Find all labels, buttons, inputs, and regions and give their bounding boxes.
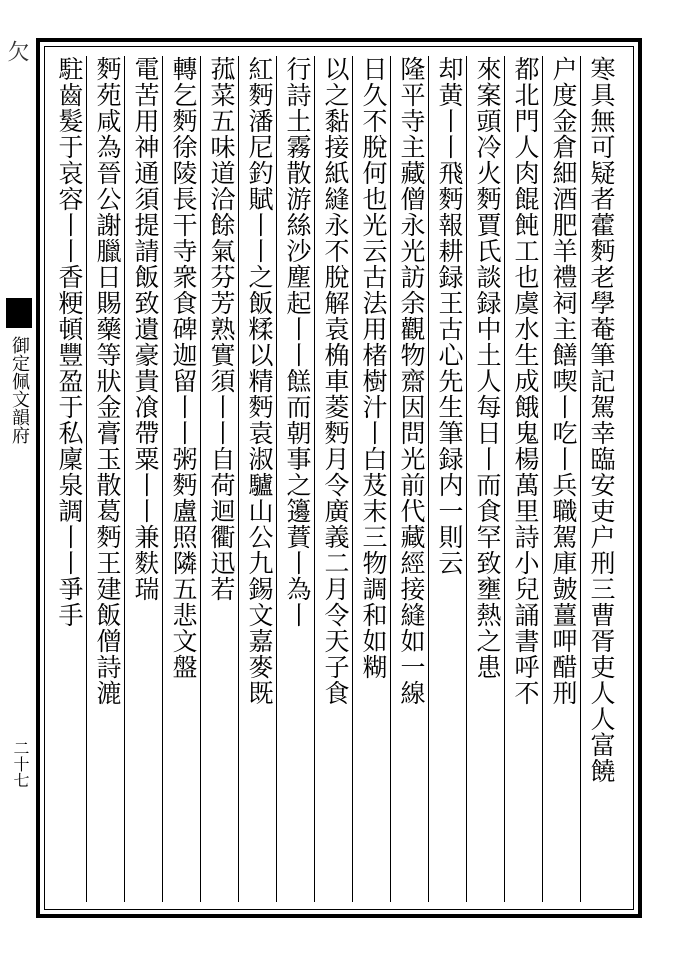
text-column-9: 行詩土霧散游絲沙塵起丨丨餻而朝事之籩蕡丨為丨 [283, 56, 312, 628]
text-column-14: 麪苑咸為晉公謝臘日賜藥等狀金膏玉散葛麪王建飯僧詩漉 [93, 56, 122, 706]
text-column-5: 却黄丨丨飛麪報耕録王古心先生筆録内一則云 [435, 56, 464, 576]
text-column-8: 以之黏接紙縫永不脫解袁桷車菱麪月令廣義二月令天子食 [321, 56, 350, 706]
text-column-10: 紅麪潘尼釣賦丨丨之飯糅以精麪袁淑驢山公九錫文嘉麥既 [245, 56, 274, 706]
text-column-1: 寒具無可疑者藿麪老學菴筆記駕幸臨安吏户刑三曹胥吏人人富饒 [587, 56, 616, 784]
text-column-7: 日久不脫何也光云古法用楮樹汁丨白芨末三物調和如糊 [359, 56, 388, 680]
page-number: 二十七 [11, 740, 30, 788]
text-column-3: 都北門人肉餛飩工也虞水生成餓鬼楊萬里詩小兒誦書呼不 [511, 56, 540, 706]
page-margin [0, 40, 36, 920]
text-column-15: 駐齒髮于哀容丨丨香粳頓豐盈于私廩泉調丨丨爭手 [55, 56, 84, 628]
text-column-4: 來案頭冷火麪賈氏談録中土人每日丨而食罕致壅熱之患 [473, 56, 502, 680]
fish-tail-block [6, 298, 32, 328]
text-column-6: 隆平寺主藏僧永光訪余觀物齋因問光前代藏經接縫如一線 [397, 56, 426, 706]
text-block [54, 56, 620, 902]
text-column-13: 電苦用神通須提請飯致遺豪貴飡帶粟丨丨兼麩瑞 [131, 56, 160, 602]
text-column-2: 户度金倉細酒肥羊禮祠主饍喫丨吃丨兵職駕庫皷薑呷醋刑 [549, 56, 578, 706]
text-column-12: 轉乞麪徐陵長干寺衆食碑迦留丨丨粥麪盧照隣五悲文盤 [169, 56, 198, 680]
margin-top-text: 欠 [4, 40, 29, 62]
text-column-11: 菰菜五味道洽餘氣芬芳熟實須丨丨自荷迴衢迅若 [207, 56, 236, 602]
book-title: 御定佩文韻府 [9, 336, 30, 444]
